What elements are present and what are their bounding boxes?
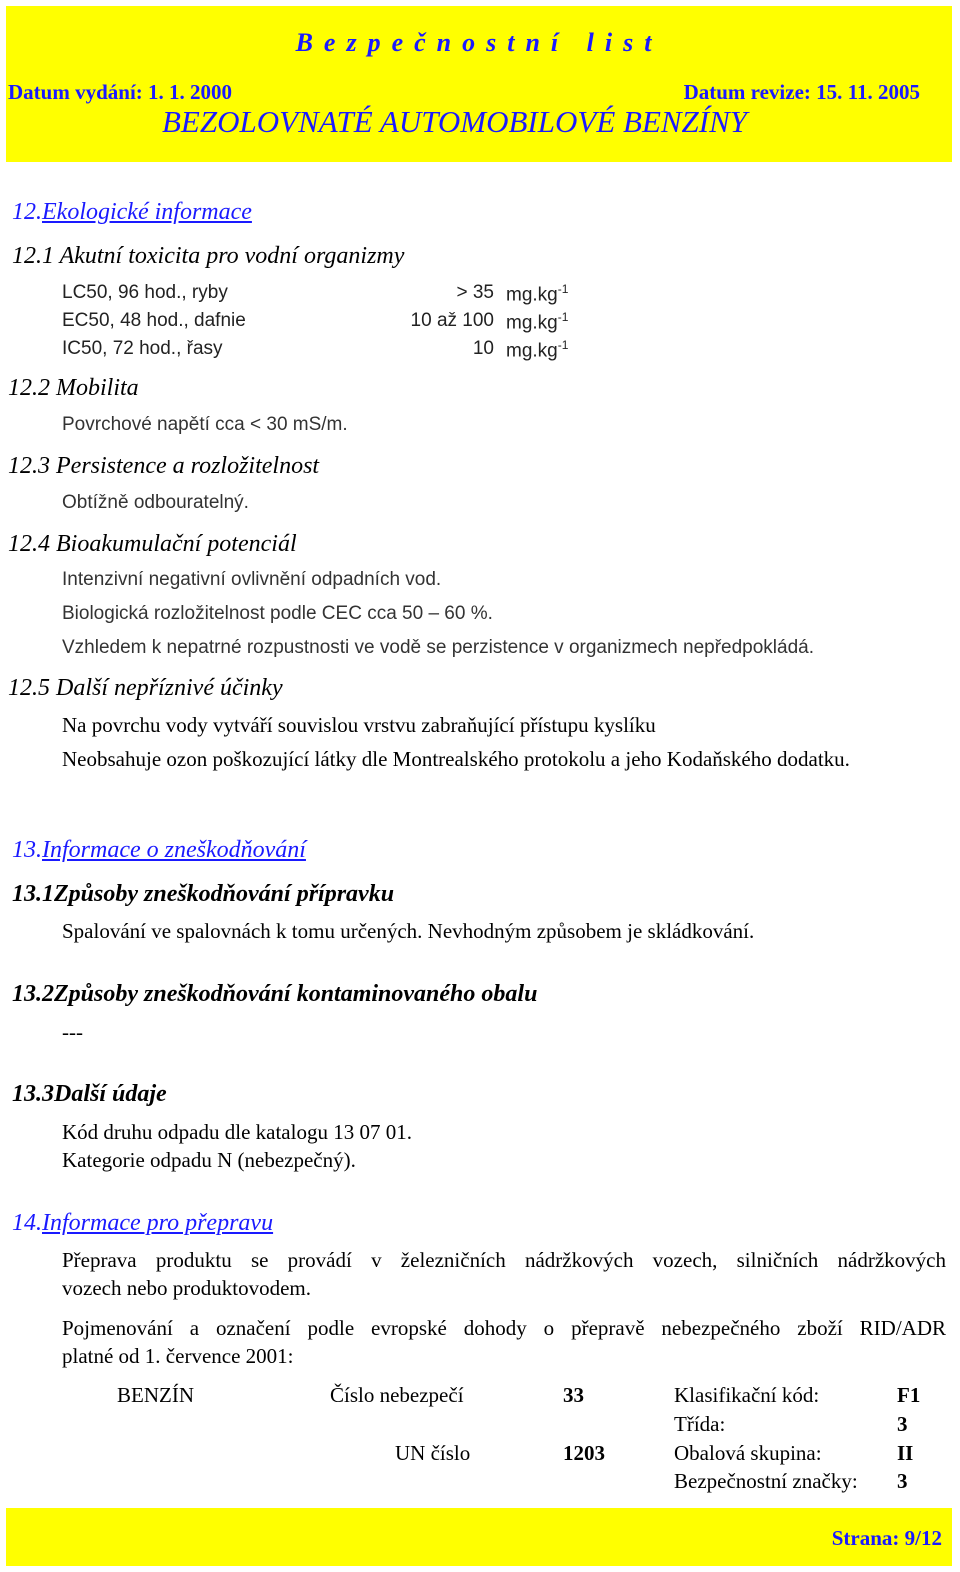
toxicity-test: LC50, 96 hod., ryby — [62, 282, 228, 303]
subsection-12-4-title: 12.4 Bioakumulační potenciál — [8, 531, 297, 557]
toxicity-value: 10 až 100 — [410, 310, 494, 331]
waste-code-line: Kód druhu odpadu dle katalogu 13 07 01. — [62, 1120, 412, 1144]
class-value: 3 — [897, 1412, 908, 1436]
classification-code-value: F1 — [897, 1383, 921, 1407]
subsection-13-1-title: 13.1Způsoby zneškodňování přípravku — [12, 881, 395, 907]
mobility-text: Povrchové napětí cca < 30 mS/m. — [62, 414, 348, 435]
section-12-heading — [12, 199, 252, 226]
disposal-product-text: Spalování ve spalovnách k tomu určených. Nevhodným způsobem je skládkování. — [62, 919, 755, 943]
page-number: Strana: 9/12 — [831, 1526, 942, 1550]
product-label: BENZÍN — [117, 1383, 194, 1407]
safety-labels-value: 3 — [897, 1469, 908, 1493]
subsection-13-3-title: 13.3Další údaje — [12, 1081, 167, 1107]
toxicity-value: > 35 — [456, 282, 494, 303]
rid-adr-paragraph-line: Pojmenování a označení podle evropské dohody o přepravě nebezpečného zboží RID/ADR — [62, 1316, 946, 1340]
un-number-label: UN číslo — [395, 1441, 471, 1465]
header-banner — [6, 6, 952, 162]
issue-date: Datum vydání: 1. 1. 2000 — [8, 80, 233, 104]
toxicity-unit: $mg.kg^{-1}$ — [506, 282, 569, 306]
footer-banner — [6, 1508, 952, 1566]
section-title: Informace o zneškodňování — [42, 837, 306, 863]
adverse-effects-line: Na povrchu vody vytváří souvislou vrstvu zabraňující přístupu kyslíku — [62, 713, 656, 737]
packing-group-label: Obalová skupina: — [674, 1441, 822, 1465]
section-title: Informace pro přepravu — [42, 1210, 274, 1236]
transport-paragraph-line: vozech nebo produktovodem. — [62, 1276, 312, 1300]
waste-category-line: Kategorie odpadu N (nebezpečný). — [62, 1148, 356, 1172]
transport-paragraph-line: Přeprava produktu se provádí v železničních nádržkových vozech, silničních nádržkových — [62, 1248, 946, 1272]
section-number: 14. — [12, 1210, 42, 1236]
hazard-number-label: Číslo nebezpečí — [330, 1383, 464, 1407]
bioaccumulation-line: Biologická rozložitelnost podle CEC cca 50 – 60 %. — [62, 603, 493, 624]
section-title: Ekologické informace — [42, 199, 252, 225]
safety-labels-label: Bezpečnostní značky: — [674, 1469, 858, 1493]
product-name: BEZOLOVNATÉ AUTOMOBILOVÉ BENZÍNY — [162, 104, 748, 139]
disposal-packaging-text: --- — [62, 1020, 83, 1044]
subsection-12-1-title: 12.1 Akutní toxicita pro vodní organizmy — [12, 243, 405, 269]
toxicity-value: 10 — [472, 338, 494, 359]
class-label: Třída: — [674, 1412, 726, 1436]
packing-group-value: II — [897, 1441, 914, 1465]
document-title: Bezpečnostní list — [295, 28, 663, 57]
bioaccumulation-line: Intenzivní negativní ovlivnění odpadních vod. — [62, 569, 442, 590]
section-number: 12. — [12, 199, 42, 225]
toxicity-test: EC50, 48 hod., dafnie — [62, 310, 246, 331]
section-number: 13. — [12, 837, 42, 863]
revision-date: Datum revize: 15. 11. 2005 — [683, 80, 920, 104]
section-14-heading — [12, 1210, 273, 1237]
toxicity-unit: $mg.kg^{-1}$ — [506, 310, 569, 334]
un-number-value: 1203 — [563, 1441, 605, 1465]
hazard-number-value: 33 — [563, 1383, 584, 1407]
toxicity-test: IC50, 72 hod., řasy — [62, 338, 223, 359]
classification-code-label: Klasifikační kód: — [674, 1383, 820, 1407]
subsection-12-2-title: 12.2 Mobilita — [8, 375, 139, 401]
bioaccumulation-line: Vzhledem k nepatrné rozpustnosti ve vodě se perzistence v organizmech nepředpokládá. — [62, 637, 814, 658]
rid-adr-paragraph-line: platné od 1. července 2001: — [62, 1344, 294, 1368]
subsection-13-2-title: 13.2Způsoby zneškodňování kontaminovaného obalu — [12, 981, 538, 1007]
subsection-12-5-title: 12.5 Další nepříznivé účinky — [8, 675, 283, 701]
adverse-effects-line: Neobsahuje ozon poškozující látky dle Montrealského protokolu a jeho Kodaňského dodatku. — [62, 747, 850, 771]
subsection-12-3-title: 12.3 Persistence a rozložitelnost — [8, 453, 320, 479]
persistence-text: Obtížně odbouratelný. — [62, 492, 249, 513]
toxicity-unit: $mg.kg^{-1}$ — [506, 338, 569, 362]
section-13-heading — [12, 837, 306, 864]
